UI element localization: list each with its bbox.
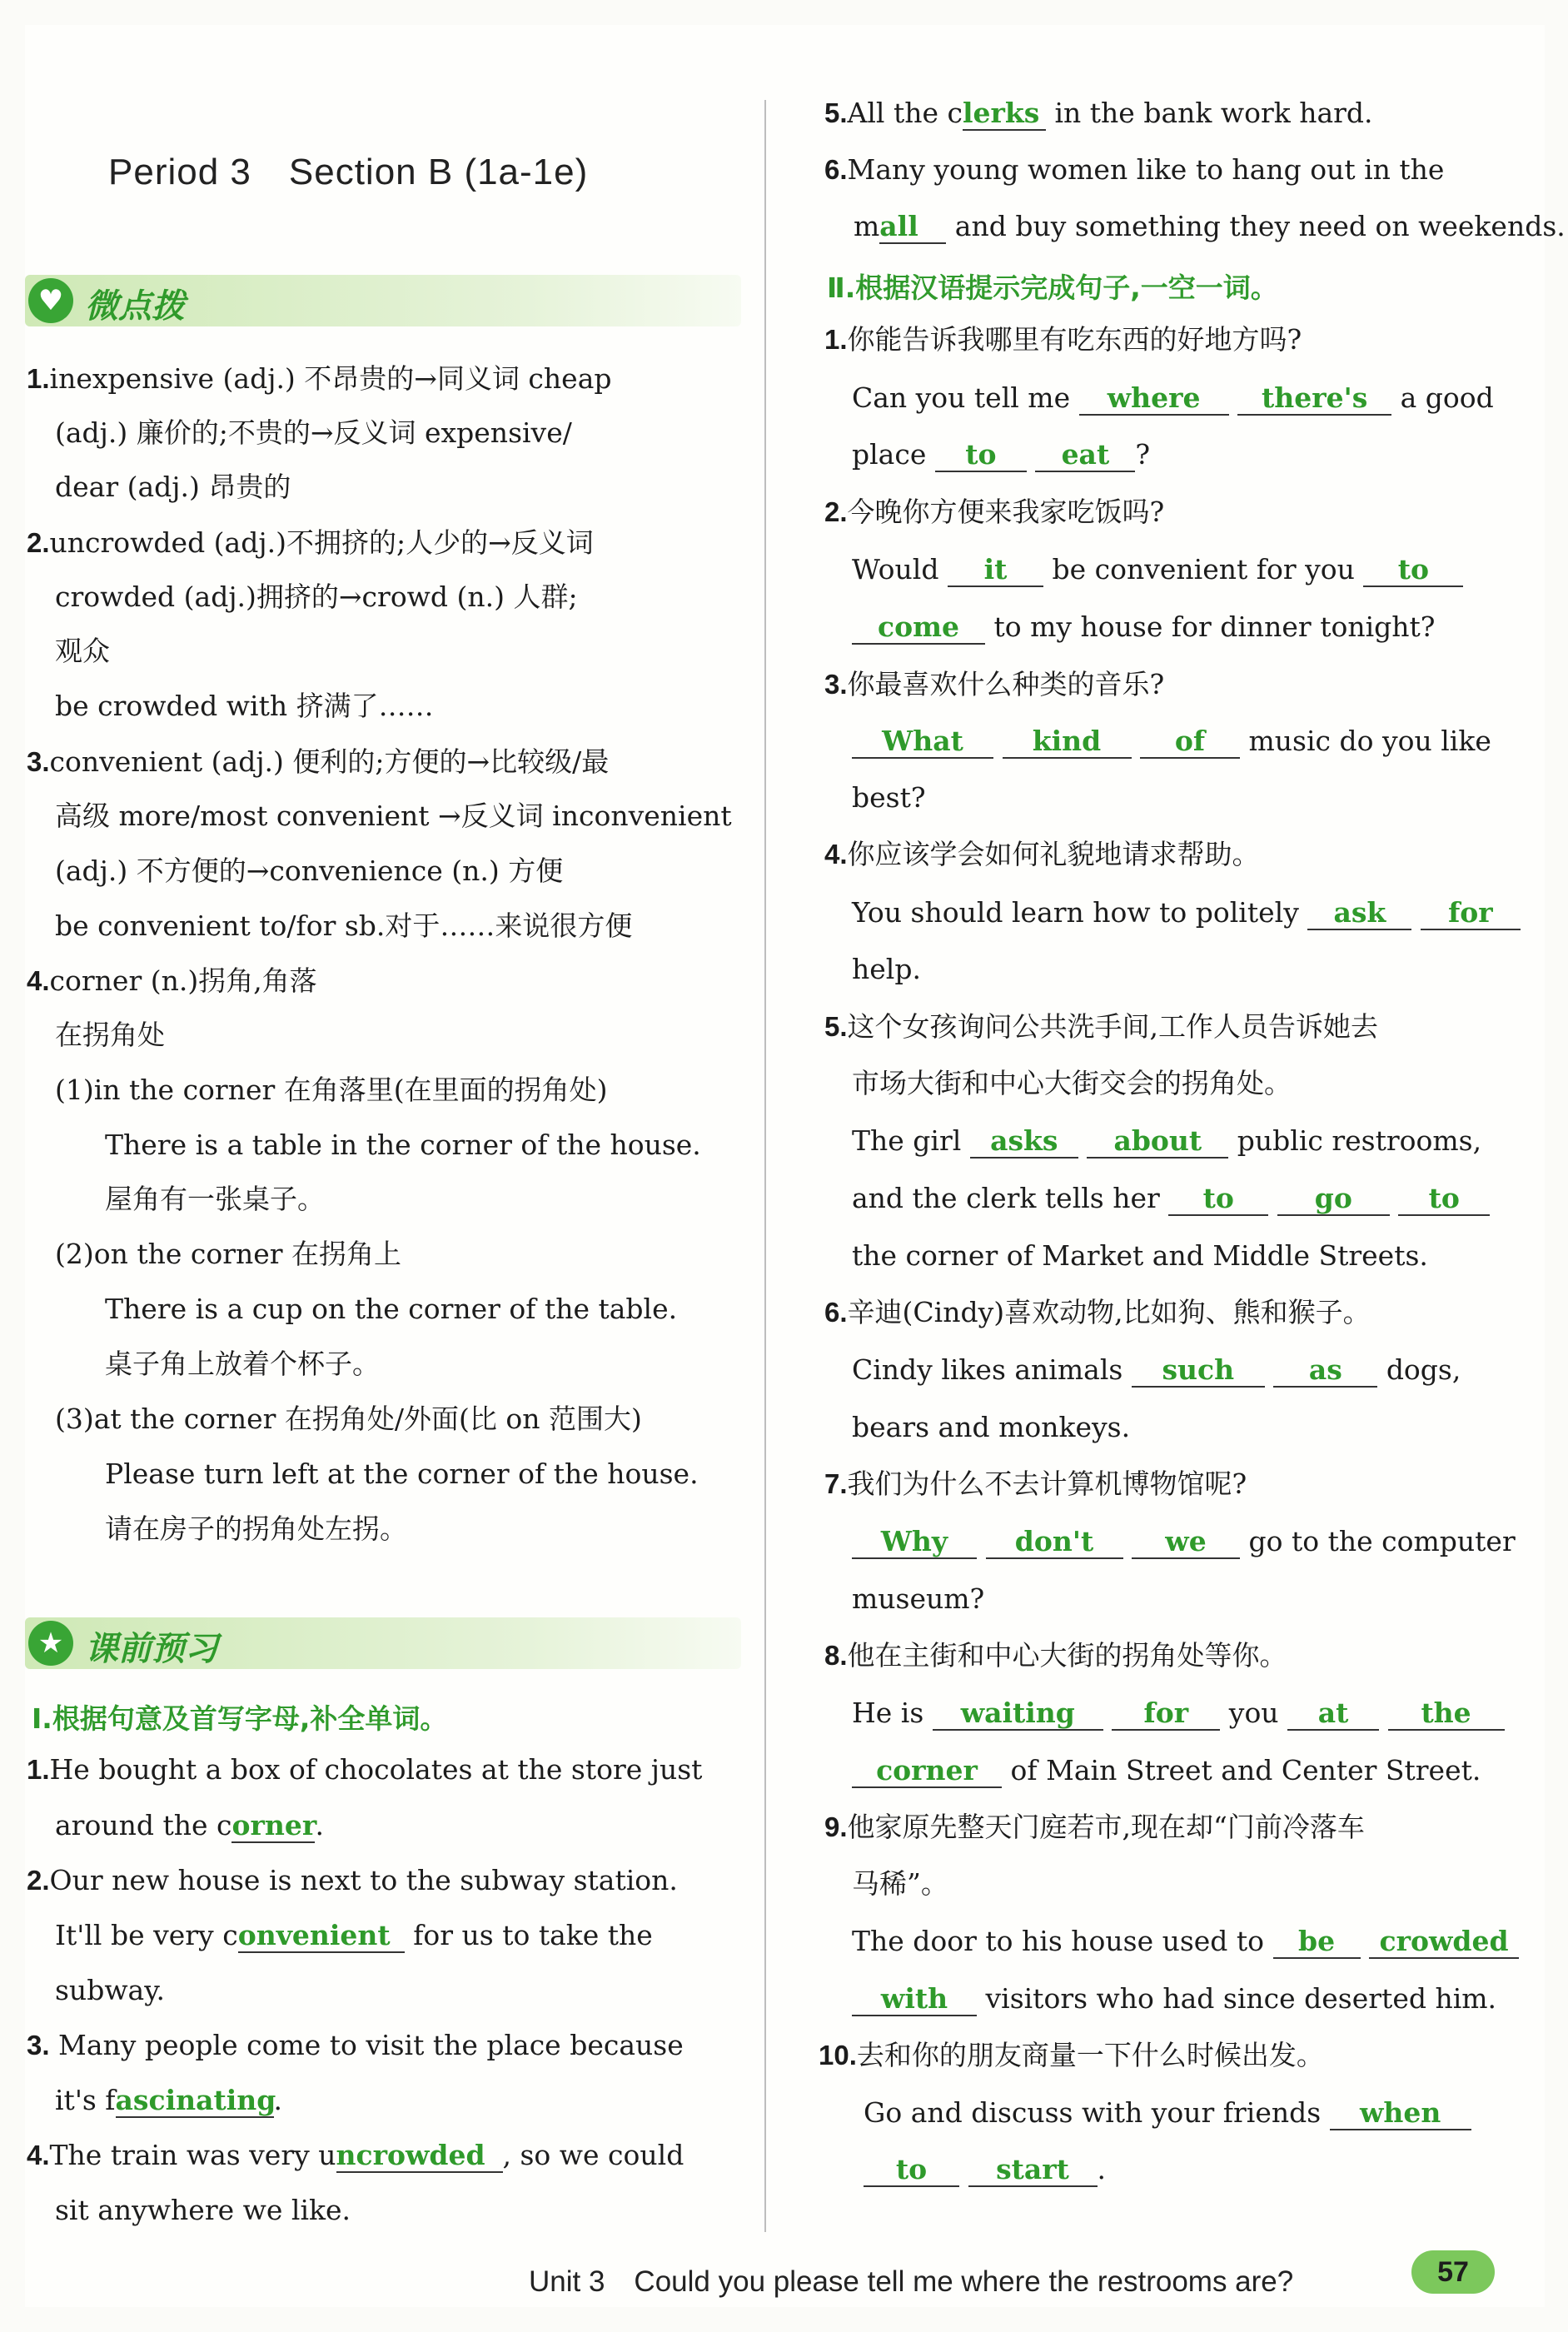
answer-blank[interactable]: be [1273, 1926, 1361, 1959]
answer-blank[interactable]: all [879, 211, 946, 244]
answer-blank[interactable]: ncrowded [336, 2140, 503, 2173]
ex2-q3-line-1: What kind of music do you like [852, 725, 1491, 759]
ex2-q4-line-2: help. [852, 953, 921, 985]
note-4-line-4: There is a table in the corner of the house. [105, 1129, 701, 1161]
ex2-q2-line-1: Would it be convenient for you to [852, 553, 1463, 587]
note-4-line-8: 桌子角上放着个杯子。 [105, 1348, 380, 1380]
note-3-line-4: be convenient to/for sb.对于……来说很方便 [55, 909, 633, 942]
answer-blank[interactable]: when [1330, 2097, 1471, 2130]
ex1-q3-line-2: it's fascinating. [55, 2084, 283, 2116]
answer-blank[interactable]: eat [1035, 439, 1135, 472]
answer-blank[interactable]: don't [986, 1526, 1123, 1559]
answer-blank[interactable]: start [968, 2154, 1098, 2187]
note-2-line-1: 2.uncrowded (adj.)不拥挤的;人少的→反义词 [27, 526, 594, 559]
ex1-q5-line: 5.All the clerks in the bank work hard. [824, 97, 1373, 129]
answer-blank[interactable]: kind [1003, 725, 1132, 759]
ex2-q2-line-2: come to my house for dinner tonight? [852, 610, 1435, 645]
answer-blank[interactable]: come [852, 611, 985, 645]
note-1-line-3: dear (adj.) 昂贵的 [55, 471, 291, 503]
answer-blank[interactable]: asks [970, 1125, 1078, 1159]
note-4-line-9: (3)at the corner 在拐角处/外面(比 on 范围大) [55, 1403, 642, 1435]
ex2-q10-prompt: 10.去和你的朋友商量一下什么时候出发。 [819, 2039, 1324, 2071]
ex2-q6-line-1: Cindy likes animals such as dogs, [852, 1353, 1461, 1386]
section-1-heading: Ⅰ.根据句意及首写字母,补全单词。 [32, 1702, 448, 1735]
note-2-line-3: 观众 [55, 635, 110, 667]
note-4-line-1: 4.corner (n.)拐角,角落 [27, 964, 317, 997]
answer-blank[interactable]: for [1112, 1697, 1220, 1731]
ex2-q4-prompt: 4.你应该学会如何礼貌地请求帮助。 [824, 838, 1260, 870]
ex2-q3-prompt: 3.你最喜欢什么种类的音乐? [824, 668, 1165, 700]
note-4-line-7: There is a cup on the corner of the table. [105, 1293, 678, 1325]
note-1-line-1: 1.inexpensive (adj.) 不昂贵的→同义词 cheap [27, 362, 612, 395]
answer-blank[interactable]: crowded [1369, 1926, 1519, 1959]
ex2-q9-prompt-2: 马稀”。 [852, 1867, 948, 1900]
column-divider [764, 100, 766, 2232]
note-4-line-11: 请在房子的拐角处左拐。 [105, 1512, 407, 1545]
answer-blank[interactable]: ask [1307, 897, 1411, 930]
ex2-q7-line-1: Why don't we go to the computer [852, 1525, 1516, 1559]
page-title: Period 3 Section B (1a-1e) [108, 152, 589, 192]
ex2-q6-line-2: bears and monkeys. [852, 1411, 1131, 1443]
answer-blank[interactable]: to [1398, 1183, 1490, 1216]
ex2-q9-line-1: The door to his house used to be crowded [852, 1925, 1519, 1959]
answer-blank[interactable]: to [864, 2154, 959, 2187]
ex2-q10-line-1: Go and discuss with your friends when [864, 2096, 1471, 2130]
ex2-q5-line-3: the corner of Market and Middle Streets. [852, 1239, 1428, 1272]
ex1-q2-line-1: 2.Our new house is next to the subway station. [27, 1864, 678, 1896]
answer-blank[interactable]: lerks [963, 97, 1046, 131]
ex2-q1-line-1: Can you tell me where there's a good [852, 381, 1494, 414]
heart-icon: ♥ [28, 278, 73, 323]
note-1-line-2: (adj.) 廉价的;不贵的→反义词 expensive/ [55, 416, 572, 449]
ex2-q9-prompt-1: 9.他家原先整天门庭若市,现在却“门前冷落车 [824, 1811, 1365, 1843]
section-2-heading: Ⅱ.根据汉语提示完成句子,一空一词。 [827, 272, 1278, 304]
preview-banner-label: 课前预习 [85, 1630, 218, 1668]
ex2-q10-line-2: to start . [864, 2153, 1106, 2187]
note-4-line-3: (1)in the corner 在角落里(在里面的拐角处) [55, 1074, 608, 1106]
ex2-q8-line-1: He is waiting for you at the [852, 1697, 1505, 1731]
ex2-q1-prompt: 1.你能告诉我哪里有吃东西的好地方吗? [824, 323, 1302, 356]
ex2-q7-line-2: museum? [852, 1582, 985, 1615]
answer-blank[interactable]: it [948, 554, 1043, 587]
ex2-q9-line-2: with visitors who had since deserted him. [852, 1982, 1496, 2016]
answer-blank[interactable]: where [1079, 382, 1229, 416]
note-3-line-2: 高级 more/most convenient →反义词 inconvenient [55, 800, 732, 832]
answer-blank[interactable]: go [1277, 1183, 1390, 1216]
ex2-q7-prompt: 7.我们为什么不去计算机博物馆呢? [824, 1467, 1247, 1500]
note-2-line-2: crowded (adj.)拥挤的→crowd (n.) 人群; [55, 581, 578, 613]
answer-blank[interactable]: of [1140, 725, 1240, 759]
ex2-q8-line-2: corner of Main Street and Center Street. [852, 1754, 1481, 1788]
workbook-page [25, 25, 1566, 2307]
ex2-q5-line-2: and the clerk tells her to go to [852, 1182, 1490, 1216]
ex1-q2-line-2: It'll be very convenient for us to take the [55, 1919, 653, 1951]
answer-blank[interactable]: to [1363, 554, 1463, 587]
answer-blank[interactable]: waiting [933, 1697, 1103, 1731]
ex1-q1-line-1: 1.He bought a box of chocolates at the store just [27, 1753, 703, 1786]
note-3-line-3: (adj.) 不方便的→convenience (n.) 方便 [55, 855, 564, 887]
answer-blank[interactable]: Why [852, 1526, 977, 1559]
ex1-q6-line-2: mall and buy something they need on weekends. [854, 210, 1566, 242]
ex1-q2-line-3: subway. [55, 1974, 165, 2006]
tips-banner [25, 275, 741, 326]
ex1-q4-line-2: sit anywhere we like. [55, 2194, 351, 2226]
ex1-q6-line-1: 6.Many young women like to hang out in the [824, 153, 1445, 186]
note-4-line-5: 屋角有一张桌子。 [105, 1183, 325, 1215]
note-4-line-2: 在拐角处 [55, 1019, 165, 1051]
answer-blank[interactable]: for [1421, 897, 1521, 930]
running-footer: Unit 3 Could you please tell me where the restrooms are? [529, 2265, 1294, 2298]
answer-blank[interactable]: onvenient [238, 1920, 405, 1953]
ex2-q5-prompt-2: 市场大街和中心大街交会的拐角处。 [852, 1067, 1292, 1099]
page-number-badge: 57 [1411, 2250, 1495, 2294]
preview-banner [25, 1617, 741, 1669]
answer-blank[interactable]: to [935, 439, 1027, 472]
note-4-line-6: (2)on the corner 在拐角上 [55, 1238, 402, 1270]
tips-banner-label: 微点拨 [85, 287, 185, 326]
answer-blank[interactable]: What [852, 725, 993, 759]
answer-blank[interactable]: ascinating [115, 2084, 276, 2116]
answer-blank[interactable]: corner [852, 1755, 1002, 1788]
ex1-q4-line-1: 4.The train was very uncrowded , so we could [27, 2139, 684, 2171]
answer-blank[interactable]: to [1168, 1183, 1268, 1216]
ex2-q2-prompt: 2.今晚你方便来我家吃饭吗? [824, 496, 1165, 528]
note-3-line-1: 3.convenient (adj.) 便利的;方便的→比较级/最 [27, 745, 610, 778]
ex1-q1-line-2: around the corner. [55, 1809, 324, 1841]
answer-blank[interactable]: at [1287, 1697, 1379, 1731]
ex2-q8-prompt: 8.他在主街和中心大街的拐角处等你。 [824, 1639, 1287, 1672]
answer-blank[interactable]: about [1087, 1125, 1228, 1159]
ex2-q3-line-2: best? [852, 781, 926, 814]
answer-blank[interactable]: we [1132, 1526, 1240, 1559]
ex2-q5-line-1: The girl asks about public restrooms, [852, 1124, 1482, 1157]
answer-blank[interactable]: the [1388, 1697, 1505, 1731]
answer-blank[interactable]: orner [231, 1809, 317, 1841]
ex2-q1-line-2: place to eat ? [852, 438, 1151, 471]
ex2-q5-prompt-1: 5.这个女孩询问公共洗手间,工作人员告诉她去 [824, 1010, 1379, 1043]
note-4-line-10: Please turn left at the corner of the house. [105, 1458, 699, 1490]
answer-blank[interactable]: with [852, 1983, 977, 2016]
answer-blank[interactable]: as [1273, 1354, 1377, 1388]
answer-blank[interactable]: such [1132, 1354, 1265, 1388]
answer-blank[interactable]: there's [1237, 382, 1391, 416]
star-icon: ★ [28, 1621, 73, 1666]
ex2-q4-line-1: You should learn how to politely ask for [852, 896, 1521, 930]
note-2-line-4: be crowded with 挤满了…… [55, 690, 434, 722]
ex1-q3-line-1: 3. Many people come to visit the place because [27, 2029, 684, 2061]
ex2-q6-prompt: 6.辛迪(Cindy)喜欢动物,比如狗、熊和猴子。 [824, 1296, 1371, 1328]
